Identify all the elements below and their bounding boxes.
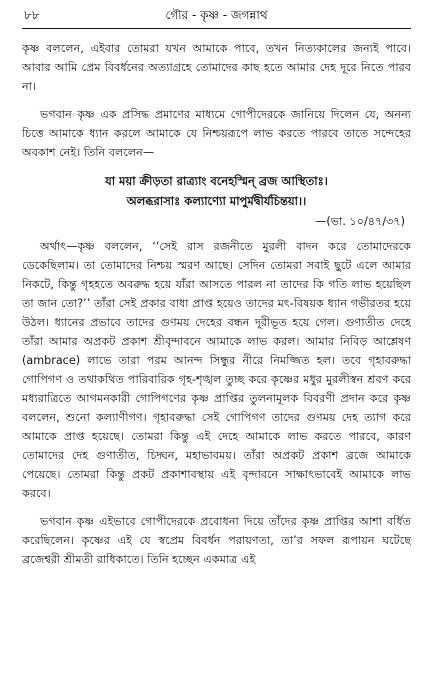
running-title: গৌর - কৃষ্ণ - জগন্নাথ [165,8,268,22]
page-number: ৮৮ [24,8,40,22]
verse-citation: —(ভা. ১০/৪৭/৩৭) [315,215,405,228]
page-content [22,29,411,569]
paragraph-translation: অর্থাৎ—কৃষ্ণ বললেন, ‘‘সেই রাস রজনীতে মুরলী বাদন করে তোমাদেরকে ডেকেছিলাম। তা তোমাদের নিশ্চয় স্মরণ আছে। সেদিন তোমরা সবাই ছুটে এলে আমার নিকটে, কিন্তু গৃহহতে অবরুদ্ধ হয়ে যাঁরা আসতে পারল না তাদের কি গতি লাভ হয়েছিল তা জান তো?’’ তাঁরা সেই প্রকার বাধা প্রাপ্ত হয়েও তাদের মৎ-বিষয়ক ধ্যান গভীরতর হয়ে উঠল। ধ্যানের প্রভাবে তাদের গুণময় দেহের বন্ধন দূরীভূত হয়ে গেল। গুণাতীত দেহে তাঁরা আমার অপ্রকট প্রকাশ শ্রীবৃন্দাবনে আমাকে লাভ করল। আমার নিবিড় আশ্লেষণ (ambrace) লাভে তারা পরম আনন্দ সিন্ধুর নীরে নিমজ্জিত হল। তবে গৃহাবরুদ্ধা গোপিগণ ও তথাকথিত পারিবারিক গৃহ-শৃঙ্খল তুচ্ছ করে কৃষ্ণের মধুর মুরলীস্বন শ্রবণ করে মধ্যরাত্রিতে আগমনকারী গোপিগণের কৃষ্ণ প্রাপ্তির তুলনামূলক বিবরণী প্রদান করে কৃষ্ণ বললেন, শুনো কল্যাণীগণ। গৃহাবরুদ্ধা সেই গোপিগণ তাদের গুণময় দেহ ত্যাগ করে আমাকে প্রাপ্ত হয়েছে। তোমরা কিন্তু এই দেহে আমাকে লাভ করতে পারবে, কারণ তোমাদের দেহ গুণাতীত, চিদ্ঘন, মহাভাবময়। তাঁরা অপ্রকট প্রকাশ ব্রজে আমাকে পেয়েছে। তোমরা কিন্তু প্রকট প্রকাশাবস্থায় এই বৃন্দাবনে সাক্ষাৎভাবেই আমাকে লাভ করবে। [22,240,411,500]
page-header [22,0,411,29]
verse-line-2: অলব্ধরাসাঃ কল্যাণ্যো মাপুর্মদ্বীর্যচিন্তয়া।। [126,194,307,208]
paragraph-proof: ভগবান কৃষ্ণ এক প্রসিদ্ধ প্রমাণের মাধ্যমে গোপীদেরকে জানিয়ে দিলেন যে, অনন্য চিত্তে আমাকে ধ্যান করলে আমাকে যে নিশ্চয়রূপে লাভ করতে পারবে তাতে সন্দেহের অবকাশ নেই। তিনি বললেন— [22,108,411,159]
verse-line-1: যা ময়া ক্রীড়তা রাত্র্যাং বনেহস্মিন্ ব্রজ আস্থিতাঃ। [105,174,328,188]
paragraph-intro: কৃষ্ণ বললেন, এইবার তোমরা যখন আমাকে পাবে, তখন নিত্যকালের জন্যই পাবে। আবার আমি প্রেম বিবর্ধনের অত্যাগ্রহে তোমাদের কাছ হতে আমার দেহ দূরে নিতে পারব না। [22,42,411,93]
sanskrit-verse [22,171,411,211]
paragraph-closing: ভগবান কৃষ্ণ এইভাবে গোপীদেরকে প্রবোধনা দিয়ে তাঁদের কৃষ্ণ প্রাপ্তির আশা বর্ধিত করেছিলেন। কৃষ্ণের এই যে স্বপ্রেম বিবর্ধন পরায়ণতা, তা’র সফল রূপায়ন ঘটেছে ব্রজেশ্বরী শ্রীমতী রাধিকাতে। তিনি হচ্ছেন একমাত্র এই [22,515,411,566]
